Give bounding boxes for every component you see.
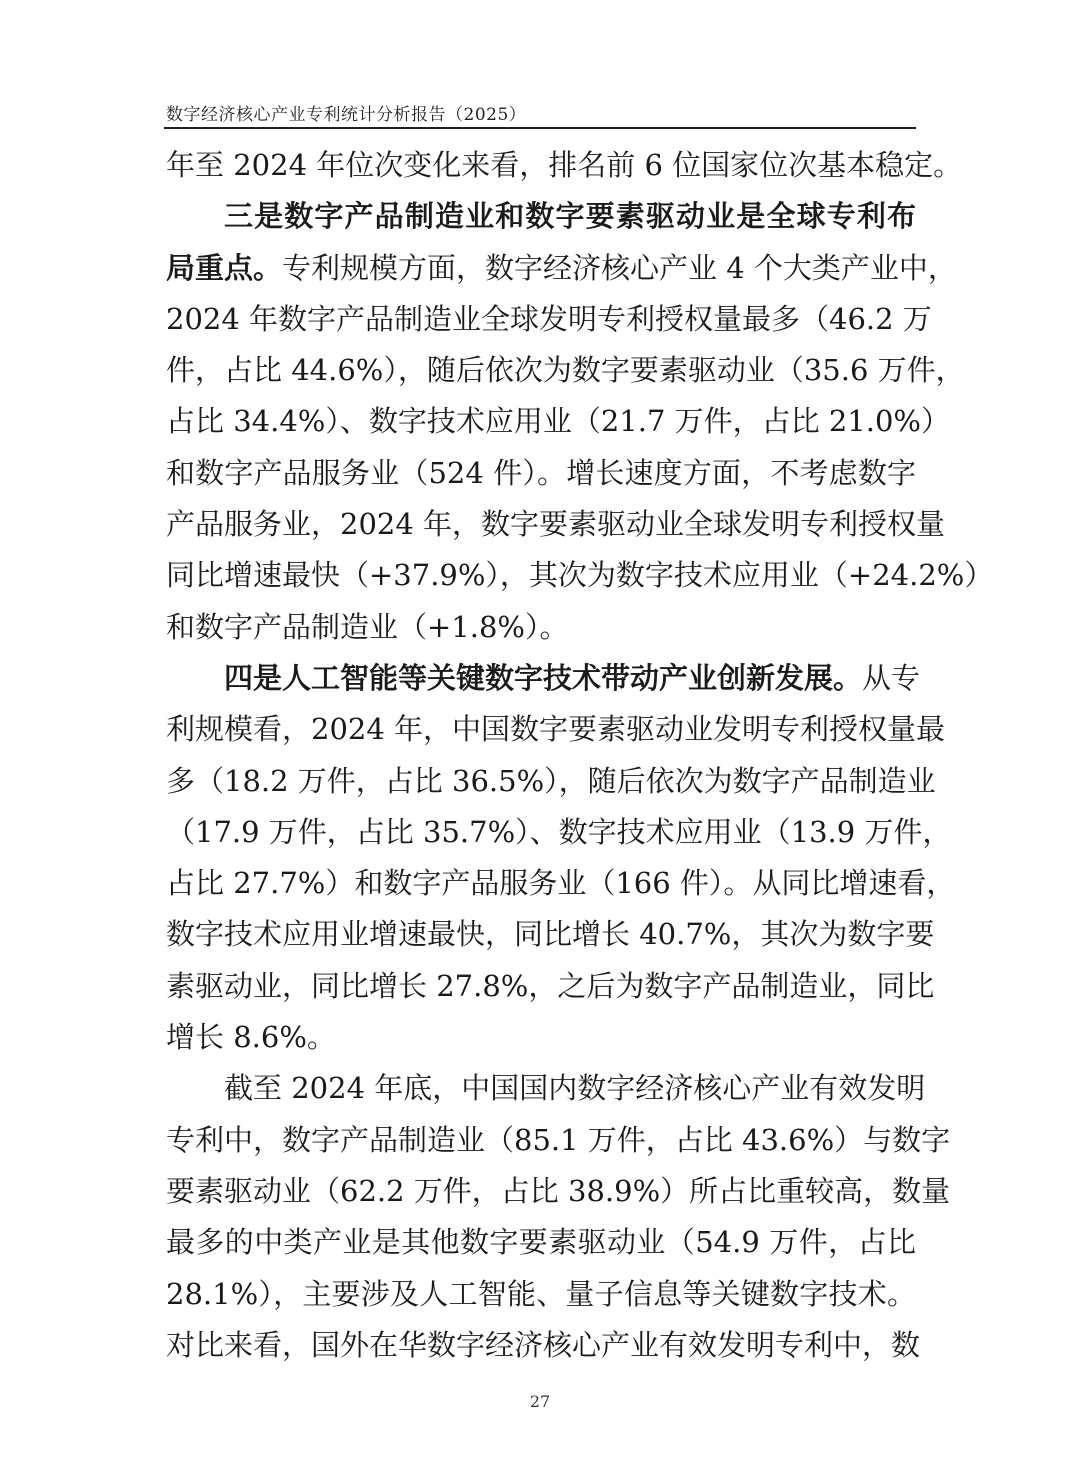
text-line: 多（18.2 万件，占比 36.5%），随后依次为数字产品制造业: [166, 763, 936, 798]
text-line: 要素驱动业（62.2 万件，占比 38.9%）所占比重较高，数量: [166, 1173, 951, 1208]
text-line: 同比增速最快（+37.9%），其次为数字技术应用业（+24.2%）: [166, 558, 994, 593]
text-line: 占比 34.4%）、数字技术应用业（21.7 万件，占比 21.0%）: [166, 404, 950, 439]
text-line: 件，占比 44.6%），随后依次为数字要素驱动业（35.6 万件，: [166, 353, 965, 388]
bold-heading: 局重点。: [166, 250, 283, 285]
text-line: 素驱动业，同比增长 27.8%，之后为数字产品制造业，同比: [166, 968, 935, 1003]
text-line: [166, 191, 916, 242]
body-text: [166, 140, 994, 1371]
page-number: 27: [529, 1392, 551, 1411]
bold-heading: 四是人工智能等关键数字技术带动产业创新发展。: [224, 660, 863, 695]
text-line: 利规模看，2024 年，中国数字要素驱动业发明专利授权量最: [166, 712, 946, 747]
text-line: 专利中，数字产品制造业（85.1 万件，占比 43.6%）与数字: [166, 1122, 951, 1157]
text-line: 2024 年数字产品制造业全球发明专利授权量最多（46.2 万: [166, 301, 932, 336]
text-line: 数字技术应用业增速最快，同比增长 40.7%，其次为数字要: [166, 917, 935, 952]
text-line: 截至 2024 年底，中国国内数字经济核心产业有效发明: [224, 1071, 926, 1106]
text-line: （17.9 万件，占比 35.7%）、数字技术应用业（13.9 万件，: [166, 814, 952, 849]
header-rule: [164, 127, 916, 129]
text-line: 和数字产品制造业（+1.8%）。: [166, 609, 569, 644]
text-line: 四是人工智能等关键数字技术带动产业创新发展。从专: [224, 660, 921, 695]
text-line: 局重点。专利规模方面，数字经济核心产业 4 个大类产业中，: [166, 250, 957, 285]
text-line: 和数字产品服务业（524 件）。增长速度方面，不考虑数字: [166, 455, 916, 490]
text-line: 占比 27.7%）和数字产品服务业（166 件）。从同比增速看，: [166, 866, 956, 901]
running-header-title: 数字经济核心产业专利统计分析报告（2025）: [166, 105, 527, 125]
text-line: 产品服务业，2024 年，数字要素驱动业全球发明专利授权量: [166, 507, 946, 542]
text-line: 对比来看，国外在华数字经济核心产业有效发明专利中，数: [166, 1327, 921, 1362]
text-line: 年至 2024 年位次变化来看，排名前 6 位国家位次基本稳定。: [166, 148, 963, 182]
text-line: 28.1%），主要涉及人工智能、量子信息等关键数字技术。: [166, 1276, 916, 1311]
text-line: 最多的中类产业是其他数字要素驱动业（54.9 万件，占比: [166, 1225, 916, 1260]
text-line: 增长 8.6%。: [166, 1020, 336, 1055]
bold-heading: 三是数字产品制造业和数字要素驱动业是全球专利布: [224, 199, 916, 234]
